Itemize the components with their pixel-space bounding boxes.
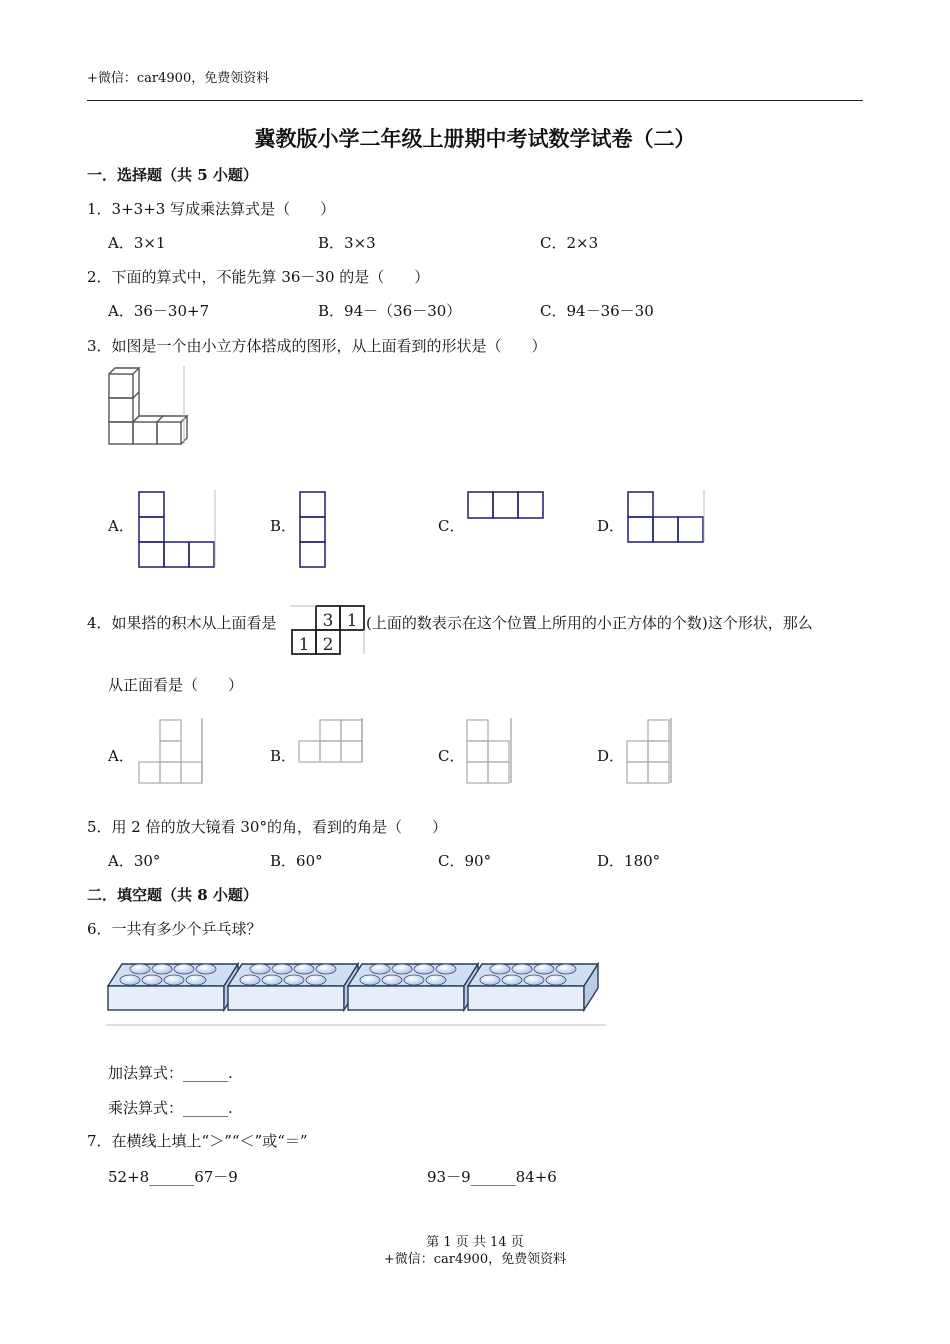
question-4-option-a[interactable]: A． — [108, 747, 134, 765]
question-5-stem: 5．用 2 倍的放大镜看 30°的角，看到的角是（ ） — [87, 818, 447, 836]
question-6-multiplication-line[interactable]: 乘法算式：______. — [108, 1099, 233, 1117]
question-3-cube-figure — [106, 366, 186, 446]
question-4-option-a-figure — [138, 718, 204, 784]
section-heading-fill: 二．填空题（共 8 小题） — [87, 886, 258, 904]
question-4-option-b-figure — [298, 718, 364, 766]
question-4-option-d[interactable]: D． — [597, 747, 625, 765]
question-3-option-a-figure — [137, 490, 217, 570]
question-4-option-c[interactable]: C． — [438, 747, 465, 765]
question-4-top-view-grid — [290, 604, 366, 656]
question-3-option-a[interactable]: A． — [108, 517, 134, 535]
question-7-item-2[interactable]: 93－9______84+6 — [427, 1168, 557, 1186]
question-2-stem: 2．下面的算式中，不能先算 36－30 的是（ ） — [87, 268, 430, 286]
question-3-option-b[interactable]: B． — [270, 517, 297, 535]
question-1-option-b[interactable]: B．3×3 — [318, 234, 376, 252]
section-heading-choice: 一．选择题（共 5 小题） — [87, 166, 258, 184]
ping-pong-ball-boxes-figure — [106, 956, 608, 1028]
grid-number-bottom-left: 1 — [298, 635, 310, 655]
question-3-option-c-figure — [466, 490, 546, 522]
question-3-option-b-figure — [298, 490, 328, 570]
question-3-option-c[interactable]: C． — [438, 517, 465, 535]
question-4-stem-line2: 从正面看是（ ） — [108, 676, 244, 694]
question-4-option-d-figure — [626, 718, 674, 784]
header-note: +微信：car4900，免费领资料 — [87, 71, 270, 86]
question-5-option-c[interactable]: C．90° — [438, 852, 492, 870]
question-7-stem: 7．在横线上填上“＞”“＜”或“＝” — [87, 1132, 308, 1150]
question-5-option-b[interactable]: B．60° — [270, 852, 323, 870]
question-3-option-d-figure — [626, 490, 708, 546]
page-title: 冀教版小学二年级上册期中考试数学试卷（二） — [254, 126, 696, 151]
question-1-option-c[interactable]: C．2×3 — [540, 234, 599, 252]
footer-page-number: 第 1 页 共 14 页 — [426, 1235, 524, 1250]
question-4-option-c-figure — [466, 718, 514, 784]
question-2-option-b[interactable]: B．94－（36－30） — [318, 302, 462, 320]
grid-number-top-right: 1 — [346, 611, 358, 631]
question-3-option-d[interactable]: D． — [597, 517, 625, 535]
footer-note: +微信：car4900，免费领资料 — [383, 1252, 567, 1267]
question-4-stem-end: (上面的数表示在这个位置上所用的小正方体的个数)这个形状，那么 — [366, 614, 813, 632]
question-7-item-1[interactable]: 52+8______67－9 — [108, 1168, 238, 1186]
grid-number-top-left: 3 — [322, 611, 334, 631]
question-4-stem-start: 4．如果搭的积木从上面看是 — [87, 614, 277, 632]
header-rule — [87, 100, 863, 101]
question-6-stem: 6．一共有多少个乒乓球？ — [87, 920, 262, 938]
question-2-option-c[interactable]: C．94－36－30 — [540, 302, 654, 320]
question-5-option-d[interactable]: D．180° — [597, 852, 661, 870]
question-1-stem: 1．3+3+3 写成乘法算式是（ ） — [87, 200, 336, 218]
question-1-option-a[interactable]: A．3×1 — [108, 234, 166, 252]
question-5-option-a[interactable]: A．30° — [108, 852, 161, 870]
question-3-stem: 3．如图是一个由小立方体搭成的图形，从上面看到的形状是（ ） — [87, 337, 547, 355]
question-2-option-a[interactable]: A．36－30+7 — [108, 302, 210, 320]
grid-number-bottom-right: 2 — [322, 635, 334, 655]
question-4-option-b[interactable]: B． — [270, 747, 297, 765]
question-6-addition-line[interactable]: 加法算式：______. — [108, 1064, 233, 1082]
